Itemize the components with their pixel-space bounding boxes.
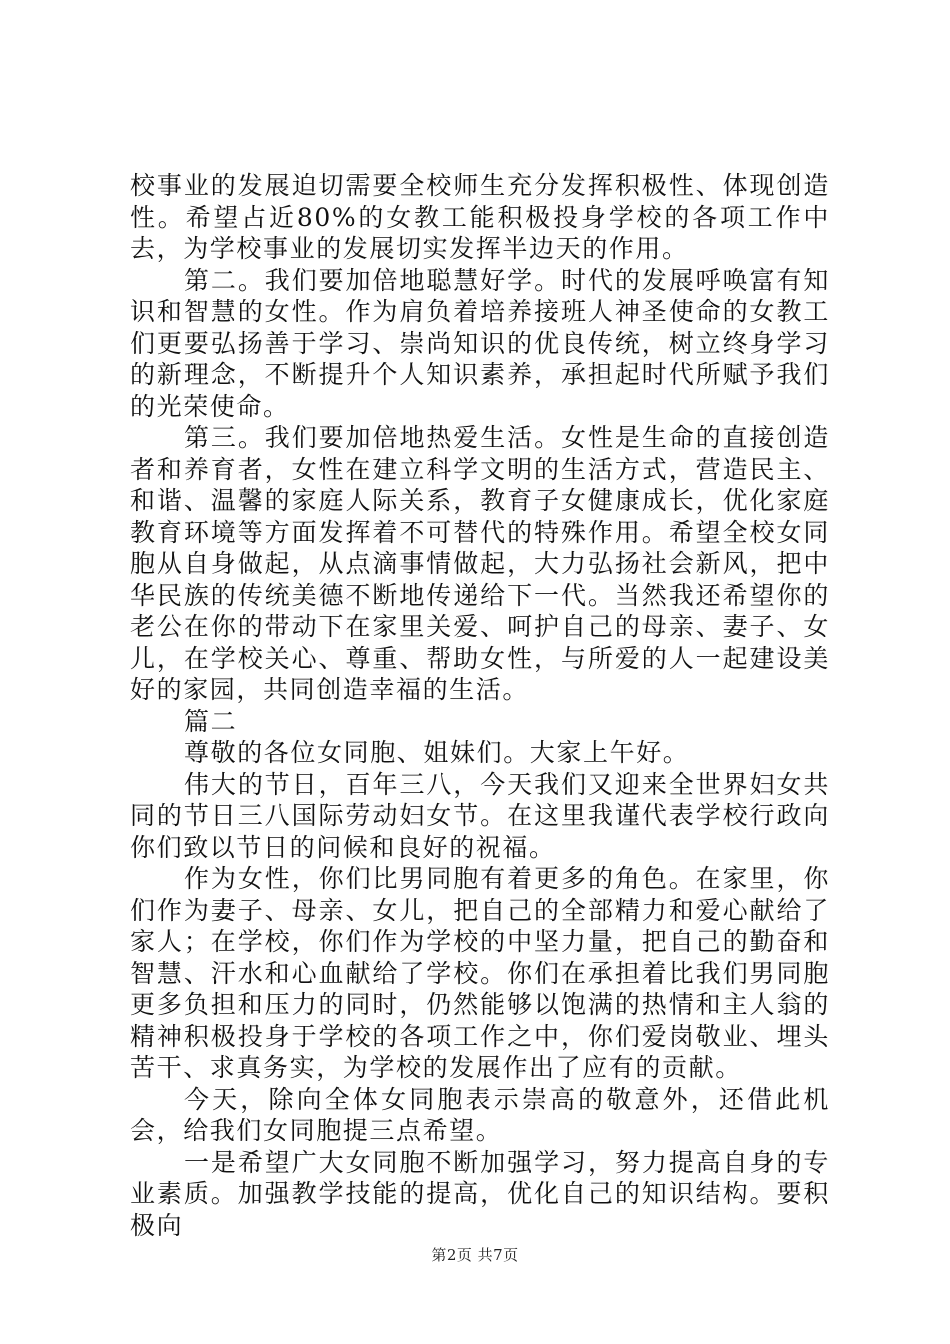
paragraph-3: 第三。我们要加倍地热爱生活。女性是生命的直接创造者和养育者，女性在建立科学文明的生活方式，营造民主、和谐、温馨的家庭人际关系，教育子女健康成长，优化家庭教育环境等方面发挥着不可替代的特殊作用。希望全校女同胞从自身做起，从点滴事情做起，大力弘扬社会新风，把中华民族的传统美德不断地传递给下一代。当然我还希望你的老公在你的带动下在家里关爱、呵护自己的母亲、妻子、女儿，在学校关心、尊重、帮助女性，与所爱的人一起建设美好的家园，共同创造幸福的生活。	[130, 423, 830, 704]
section-heading: 篇二	[184, 706, 238, 736]
paragraph-7: 作为女性，你们比男同胞有着更多的角色。在家里，你们作为妻子、母亲、女儿，把自己的全部精力和爱心献给了家人；在学校，你们作为学校的中坚力量，把自己的勤奋和智慧、汗水和心血献给了学校。你们在承担着比我们男同胞更多负担和压力的同时，仍然能够以饱满的热情和主人翁的精神积极投身于学校的各项工作之中，你们爱岗敬业、埋头苦干、求真务实，为学校的发展作出了应有的贡献。	[130, 864, 830, 1082]
paragraph-9: 一是希望广大女同胞不断加强学习，努力提高自身的专业素质。加强教学技能的提高，优化自己的知识结构。要积极向	[130, 1147, 830, 1240]
document-body	[130, 170, 830, 1241]
paragraph-1: 校事业的发展迫切需要全校师生充分发挥积极性、体现创造性。希望占近80%的女教工能积极投身学校的各项工作中去，为学校事业的发展切实发挥半边天的作用。	[130, 171, 830, 263]
paragraph-6: 伟大的节日，百年三八，今天我们又迎来全世界妇女共同的节日三八国际劳动妇女节。在这里我谨代表学校行政向你们致以节日的问候和良好的祝福。	[130, 769, 830, 862]
page-footer: 第2页 共7页	[431, 1246, 519, 1264]
paragraph-2: 第二。我们要加倍地聪慧好学。时代的发展呼唤富有知识和智慧的女性。作为肩负着培养接班人神圣使命的女教工们更要弘扬善于学习、崇尚知识的优良传统，树立终身学习的新理念，不断提升个人知识素养，承担起时代所赋予我们的光荣使命。	[130, 265, 830, 421]
greeting: 尊敬的各位女同胞、姐妹们。大家上午好。	[184, 738, 690, 767]
paragraph-8: 今天，除向全体女同胞表示崇高的敬意外，还借此机会，给我们女同胞提三点希望。	[130, 1084, 830, 1145]
